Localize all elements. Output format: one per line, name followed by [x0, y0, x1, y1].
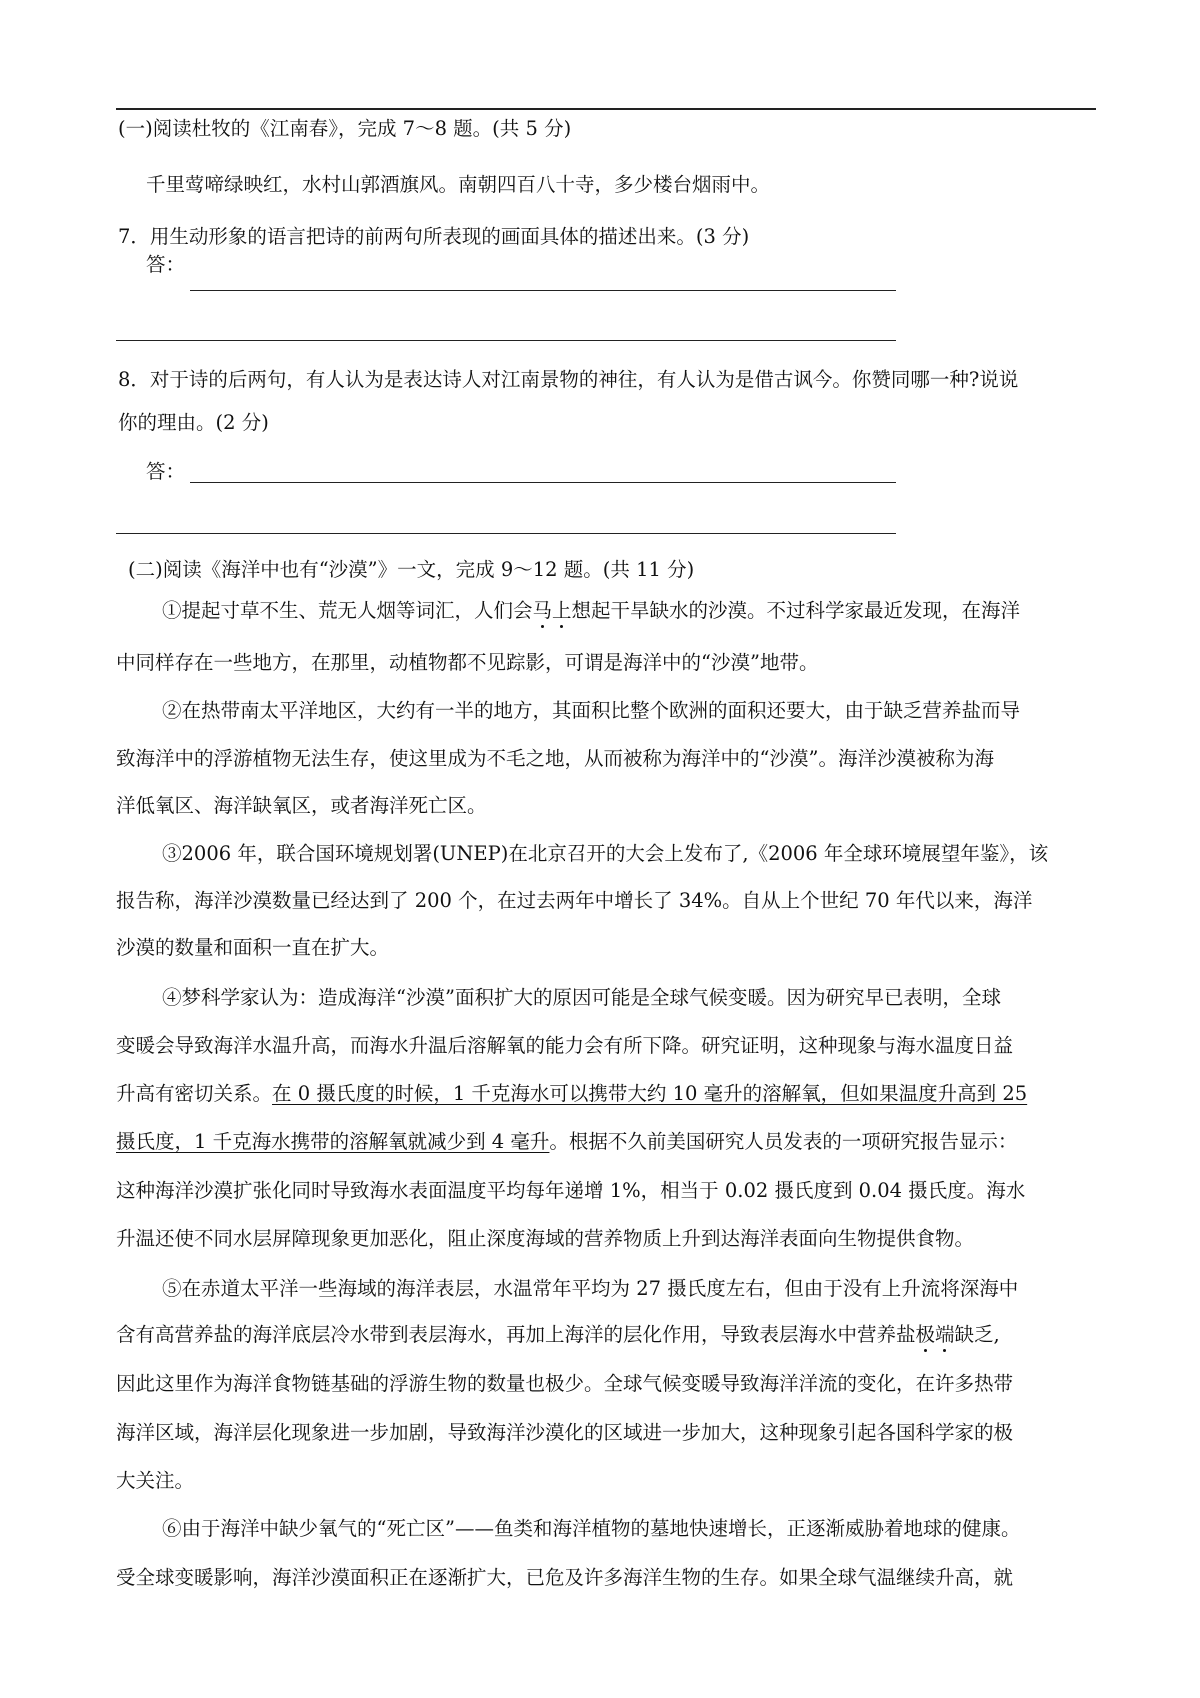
paragraph-1-line1: [162, 596, 1020, 626]
poem-text: 千里莺啼绿映红，水村山郭酒旗风。南朝四百八十寺，多少楼台烟雨中。: [146, 173, 771, 196]
p4-text-b: 。根据不久前美国研究人员发表的一项研究报告显示：: [549, 1130, 1018, 1153]
paragraph-5-line5: 大关注。: [116, 1469, 195, 1492]
p5-text-b: 缺乏,: [954, 1323, 1000, 1346]
paragraph-2-line3: 洋低氧区、海洋缺氧区，或者海洋死亡区。: [116, 794, 487, 817]
paragraph-5-line1: ⑤在赤道太平洋一些海域的海洋表层，水温常年平均为 27 摄氏度左右，但由于没有上升流将深海中: [162, 1277, 1019, 1300]
p1-text-b: 想起干旱缺水的沙漠。不过科学家最近发现，在海洋: [571, 599, 1021, 622]
p1-dotted-char-1: 马: [532, 599, 553, 622]
p5-dotted-char-2: 端: [935, 1323, 955, 1346]
header-rule: [116, 108, 1096, 110]
paragraph-4-line2: 变暖会导致海洋水温升高，而海水升温后溶解氧的能力会有所下降。研究证明，这种现象与海水温度日益: [116, 1034, 1014, 1057]
question-8-line1: 8．对于诗的后两句，有人认为是表达诗人对江南景物的神往，有人认为是借古讽今。你赞同哪一种?说说: [118, 368, 1019, 391]
answer-line-7a[interactable]: [190, 290, 896, 291]
p1-dotted-char-2: 上: [552, 599, 572, 622]
p5-dotted-char-1: 极: [915, 1323, 936, 1346]
paragraph-6-line2: 受全球变暖影响，海洋沙漠面积正在逐渐扩大，已危及许多海洋生物的生存。如果全球气温继续升高，就: [116, 1566, 1014, 1589]
paragraph-4-line5: 这种海洋沙漠扩张化同时导致海水表面温度平均每年递增 1%，相当于 0.02 摄氏度到 0.04 摄氏度。海水: [116, 1179, 1026, 1202]
answer-line-7b[interactable]: [116, 340, 896, 341]
paragraph-3-line3: 沙漠的数量和面积一直在扩大。: [116, 936, 390, 959]
paragraph-5-line4: 海洋区域，海洋层化现象进一步加剧，导致海洋沙漠化的区域进一步加大，这种现象引起各国科学家的极: [116, 1421, 1014, 1444]
paragraph-5-line2: [116, 1320, 1000, 1350]
paragraph-3-line1: ③2006 年，联合国环境规划署(UNEP)在北京召开的大会上发布了,《2006 年全球环境展望年鉴》，该: [162, 842, 1049, 865]
paragraph-4-line4: [116, 1127, 1017, 1157]
paragraph-4-line1: ④梦科学家认为：造成海洋“沙漠”面积扩大的原因可能是全球气候变暖。因为研究早已表明，全球: [162, 986, 1001, 1009]
question-8-line2: 你的理由。(2 分): [118, 411, 269, 434]
paragraph-5-line3: 因此这里作为海洋食物链基础的浮游生物的数量也极少。全球气候变暖导致海洋洋流的变化，在许多热带: [116, 1372, 1014, 1395]
answer-label-7: 答：: [146, 253, 186, 276]
paragraph-2-line2: 致海洋中的浮游植物无法生存，使这里成为不毛之地，从而被称为海洋中的“沙漠”。海洋沙漠被称为海: [116, 747, 994, 770]
paragraph-4-line6: 升温还使不同水层屏障现象更加恶化，阻止深度海域的营养物质上升到达海洋表面向生物提供食物。: [116, 1227, 975, 1250]
paragraph-4-line3: [116, 1079, 1027, 1109]
p4-underlined-sentence-part2: 摄氏度，1 千克海水携带的溶解氧就减少到 4 毫升: [116, 1130, 550, 1153]
paragraph-6-line1: ⑥由于海洋中缺少氧气的“死亡区”——鱼类和海洋植物的墓地快速增长，正逐渐威胁着地球的健康。: [162, 1517, 1021, 1540]
question-7: 7．用生动形象的语言把诗的前两句所表现的画面具体的描述出来。(3 分): [118, 225, 750, 248]
p1-text-a: ①提起寸草不生、荒无人烟等词汇，人们会: [162, 599, 533, 622]
paragraph-1-line2: 中同样存在一些地方，在那里，动植物都不见踪影，可谓是海洋中的“沙漠”地带。: [116, 651, 819, 674]
answer-line-8a[interactable]: [190, 482, 896, 483]
answer-label-8: 答：: [146, 460, 186, 483]
p5-text-a: 含有高营养盐的海洋底层冷水带到表层海水，再加上海洋的层化作用，导致表层海水中营养盐: [116, 1323, 916, 1346]
p4-text-a: 升高有密切关系。: [116, 1082, 273, 1105]
p4-underlined-sentence-part1: 在 0 摄氏度的时候，1 千克海水可以携带大约 10 毫升的溶解氧，但如果温度升高到 25: [272, 1082, 1028, 1105]
paragraph-2-line1: ②在热带南太平洋地区，大约有一半的地方，其面积比整个欧洲的面积还要大，由于缺乏营养盐而导: [162, 699, 1021, 722]
paragraph-3-line2: 报告称，海洋沙漠数量已经达到了 200 个，在过去两年中增长了 34%。自从上个世纪 70 年代以来，海洋: [116, 889, 1033, 912]
answer-line-8b[interactable]: [116, 533, 896, 534]
section1-heading: (一)阅读杜牧的《江南春》，完成 7～8 题。(共 5 分): [118, 117, 572, 140]
section2-heading: (二)阅读《海洋中也有“沙漠”》一文，完成 9～12 题。(共 11 分): [128, 558, 695, 581]
